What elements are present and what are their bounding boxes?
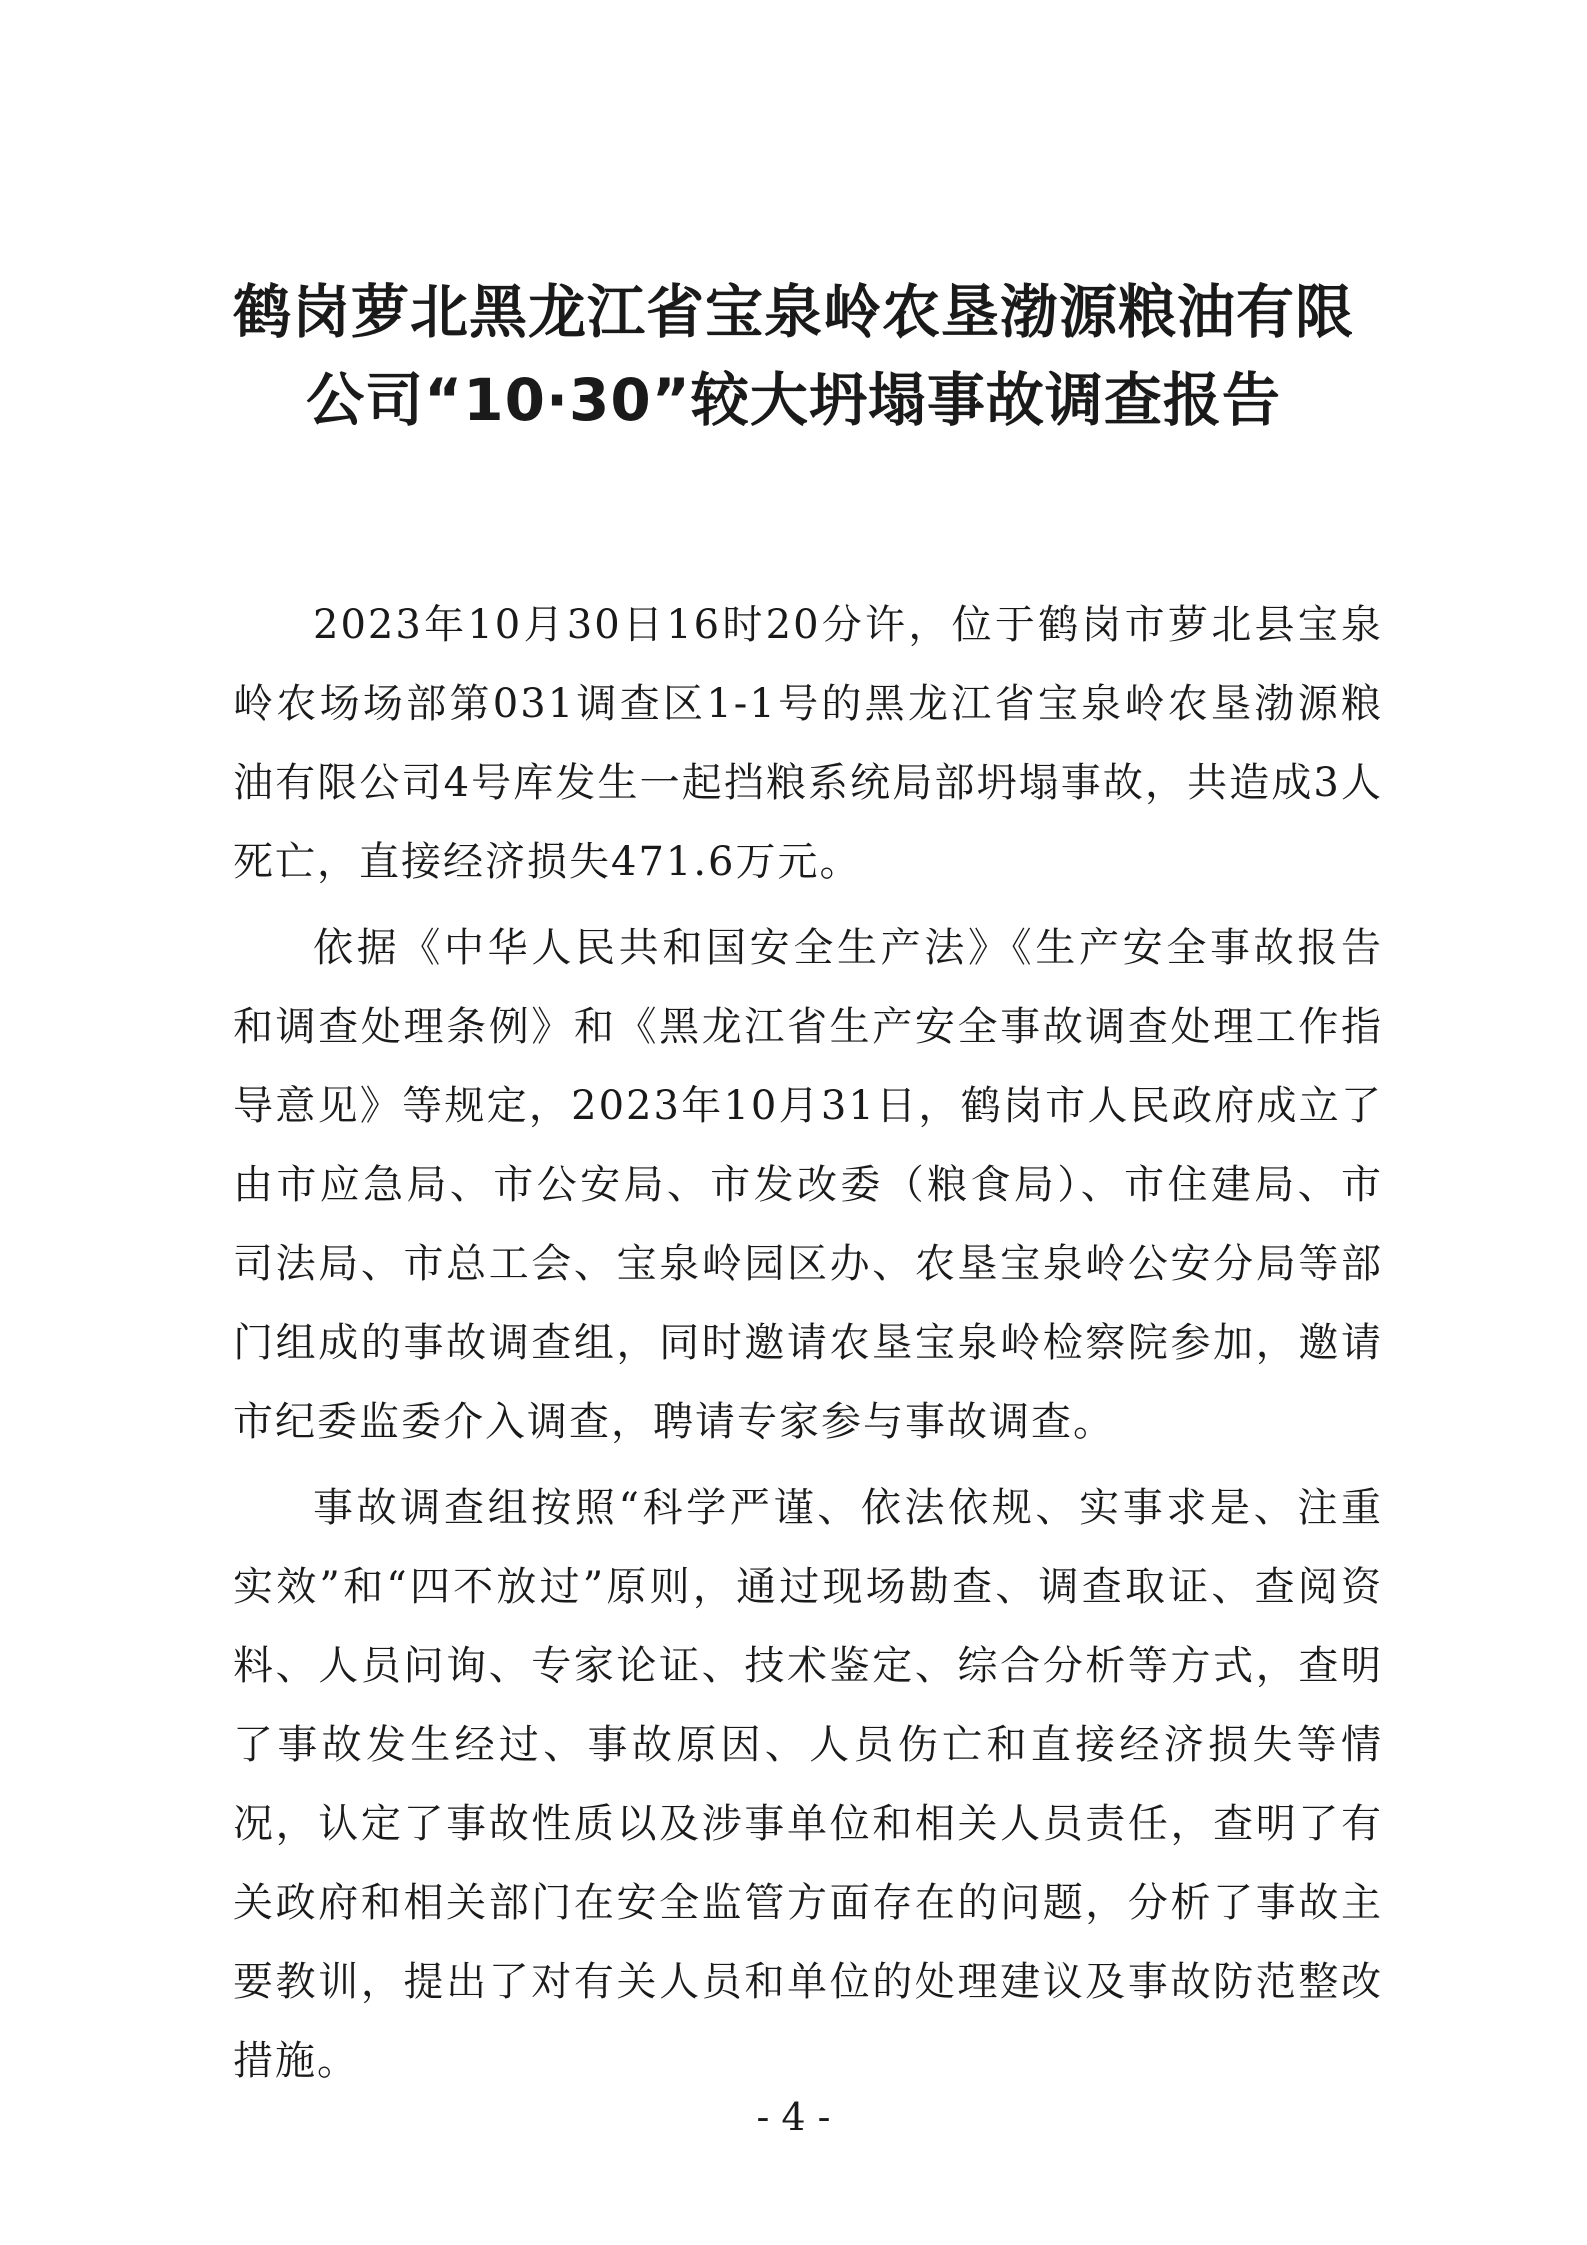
paragraph-accident-summary: 2023年10月30日16时20分许，位于鹤岗市萝北县宝泉岭农场场部第031调查区1-1号的黑龙江省宝泉岭农垦渤源粮油有限公司4号库发生一起挡粮系统局部坍塌事故，共造成3人死亡，直接经济损失471.6万元。 — [233, 602, 1383, 885]
report-title-line-1: 鹤岗萝北黑龙江省宝泉岭农垦渤源粮油有限 — [232, 278, 1354, 346]
report-title — [200, 268, 1387, 444]
paragraph-investigation-basis: 依据《中华人民共和国安全生产法》《生产安全事故报告和调查处理条例》和《黑龙江省生产安全事故调查处理工作指导意见》等规定，2023年10月31日，鹤岗市人民政府成立了由市应急局、市公安局、市发改委（粮食局）、市住建局、市司法局、市总工会、宝泉岭园区办、农垦宝泉岭公安分局等部门组成的事故调查组，同时邀请农垦宝泉岭检察院参加，邀请市纪委监委介入调查，聘请专家参与事故调查。 — [233, 925, 1383, 1445]
report-body — [233, 586, 1383, 2108]
page-number: - 4 - — [756, 2095, 831, 2139]
report-title-line-2: 公司“10·30”较大坍塌事故调查报告 — [306, 366, 1281, 434]
paragraph-investigation-findings: 事故调查组按照“科学严谨、依法依规、实事求是、注重实效”和“四不放过”原则，通过现场勘查、调查取证、查阅资料、人员问询、专家论证、技术鉴定、综合分析等方式，查明了事故发生经过、事故原因、人员伤亡和直接经济损失等情况，认定了事故性质以及涉事单位和相关人员责任，查明了有关政府和相关部门在安全监管方面存在的问题，分析了事故主要教训，提出了对有关人员和单位的处理建议及事故防范整改措施。 — [233, 1485, 1383, 2084]
